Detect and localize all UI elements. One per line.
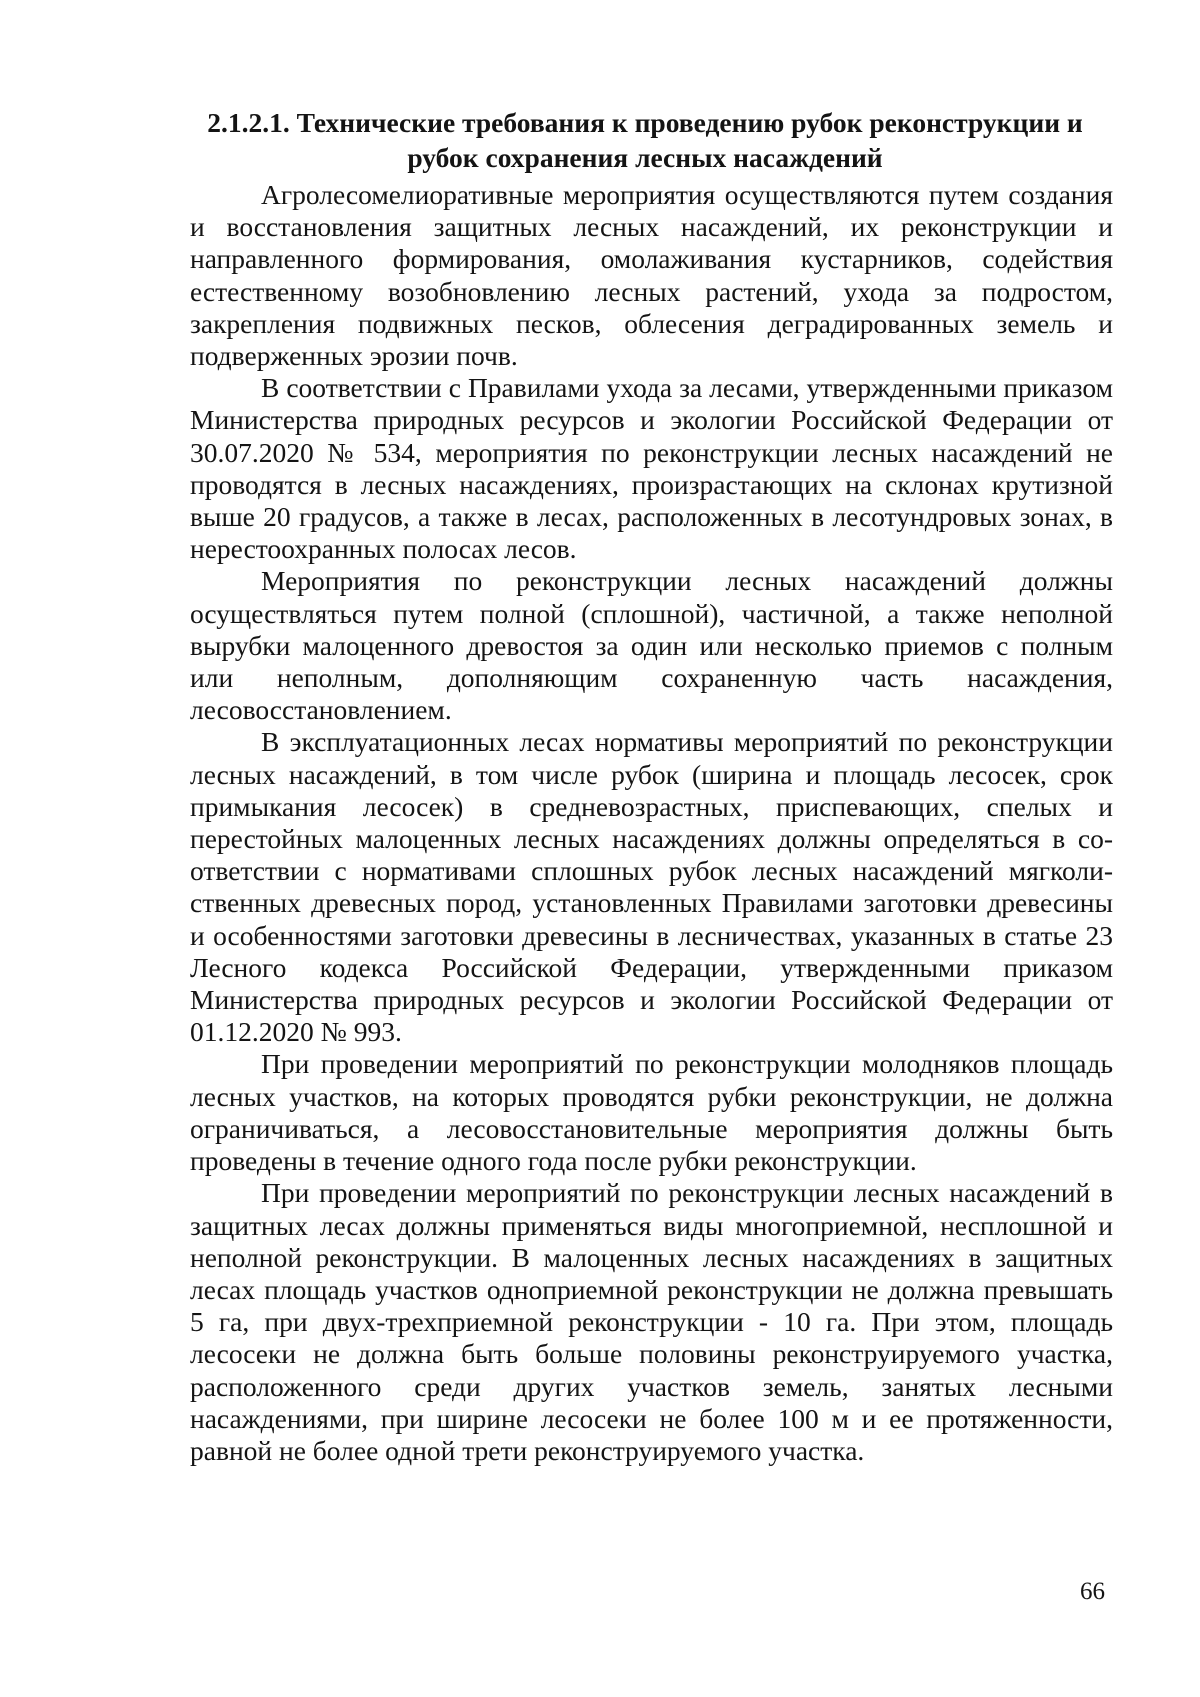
paragraph-agroforestry: Агролесомелиоративные мероприятия осуществляются путем создания и восстановления защитных лесных насаждений, их реконструкции и направленного формирования, омолаживания кустарников, содействия естественному возобновлению лесных растений, ухода за подростом, закрепления подвижных песков, облесения деградированных земель и подверженных эрозии почв. — [190, 179, 1113, 372]
heading-line-2: рубок сохранения лесных насаждений — [407, 142, 883, 173]
paragraph-care-rules: В соответствии с Правилами ухода за лесами, утвержденными приказом Министерства природных ресурсов и экологии Российской Федерации от 30.07.2020 № 534, мероприятия по реконструкции лесных насаждений не проводятся в лесных насаждениях, произрастающих на склонах крутизной выше 20 градусов, а также в лесах, расположенных в лесотундровых зонах, в нерестоохранных полосах лесов. — [190, 372, 1113, 565]
paragraph-protective-forests: При проведении мероприятий по реконструкции лесных насаждений в защитных лесах должны применяться виды многоприемной, несплошной и неполной реконструкции. В малоценных лесных насаждениях в защитных лесах площадь участков одноприемной реконструкции не должна превышать 5 га, при двух-трехприемной реконструкции - 10 га. При этом, площадь лесосеки не должна быть больше половины реконструируемого участка, расположенного среди других участков земель, занятых лесными насаждениями, при ширине лесосеки не более 100 м и ее протяженности, равной не более одной трети реконструируемого участка. — [190, 1177, 1113, 1466]
paragraph-young-stands: При проведении мероприятий по реконструкции молодняков площадь лесных участков, на которых проводятся рубки реконструкции, не должна ограничиваться, а лесовосстановительные мероприятия должны быть проведены в течение одного года после рубки реконструкции. — [190, 1048, 1113, 1177]
heading-line-1: 2.1.2.1. Технические требования к проведению рубок реконструкции и — [207, 107, 1083, 138]
body-text — [190, 179, 1113, 1467]
page-number: 66 — [1080, 1578, 1105, 1605]
section-heading — [160, 105, 1130, 175]
paragraph-operational-forests: В эксплуатационных лесах нормативы мероприятий по реконструкции лесных насаждений, в том числе рубок (ширина и площадь лесосек, срок примыкания лесосек) в средневозрастных, приспевающих, спелых и перестойных малоценных лесных насаждениях должны определяться в соответствии с нормативами сплошных рубок лесных насаждений мягколиственных древесных пород, установленных Правилами заготовки древесины и особенностями заготовки древесины в лесничествах, указанных в статье 23 Лесного кодекса Российской Федерации, утвержденными приказом Министерства природных ресурсов и экологии Российской Федерации от 01.12.2020 № 993. — [190, 726, 1113, 1048]
paragraph-reconstruction-methods: Мероприятия по реконструкции лесных насаждений должны осуществляться путем полной (сплошной), частичной, а также неполной вырубки малоценного древостоя за один или несколько приемов с полным или неполным, дополняющим сохраненную часть насаждения, лесовосстановлением. — [190, 565, 1113, 726]
